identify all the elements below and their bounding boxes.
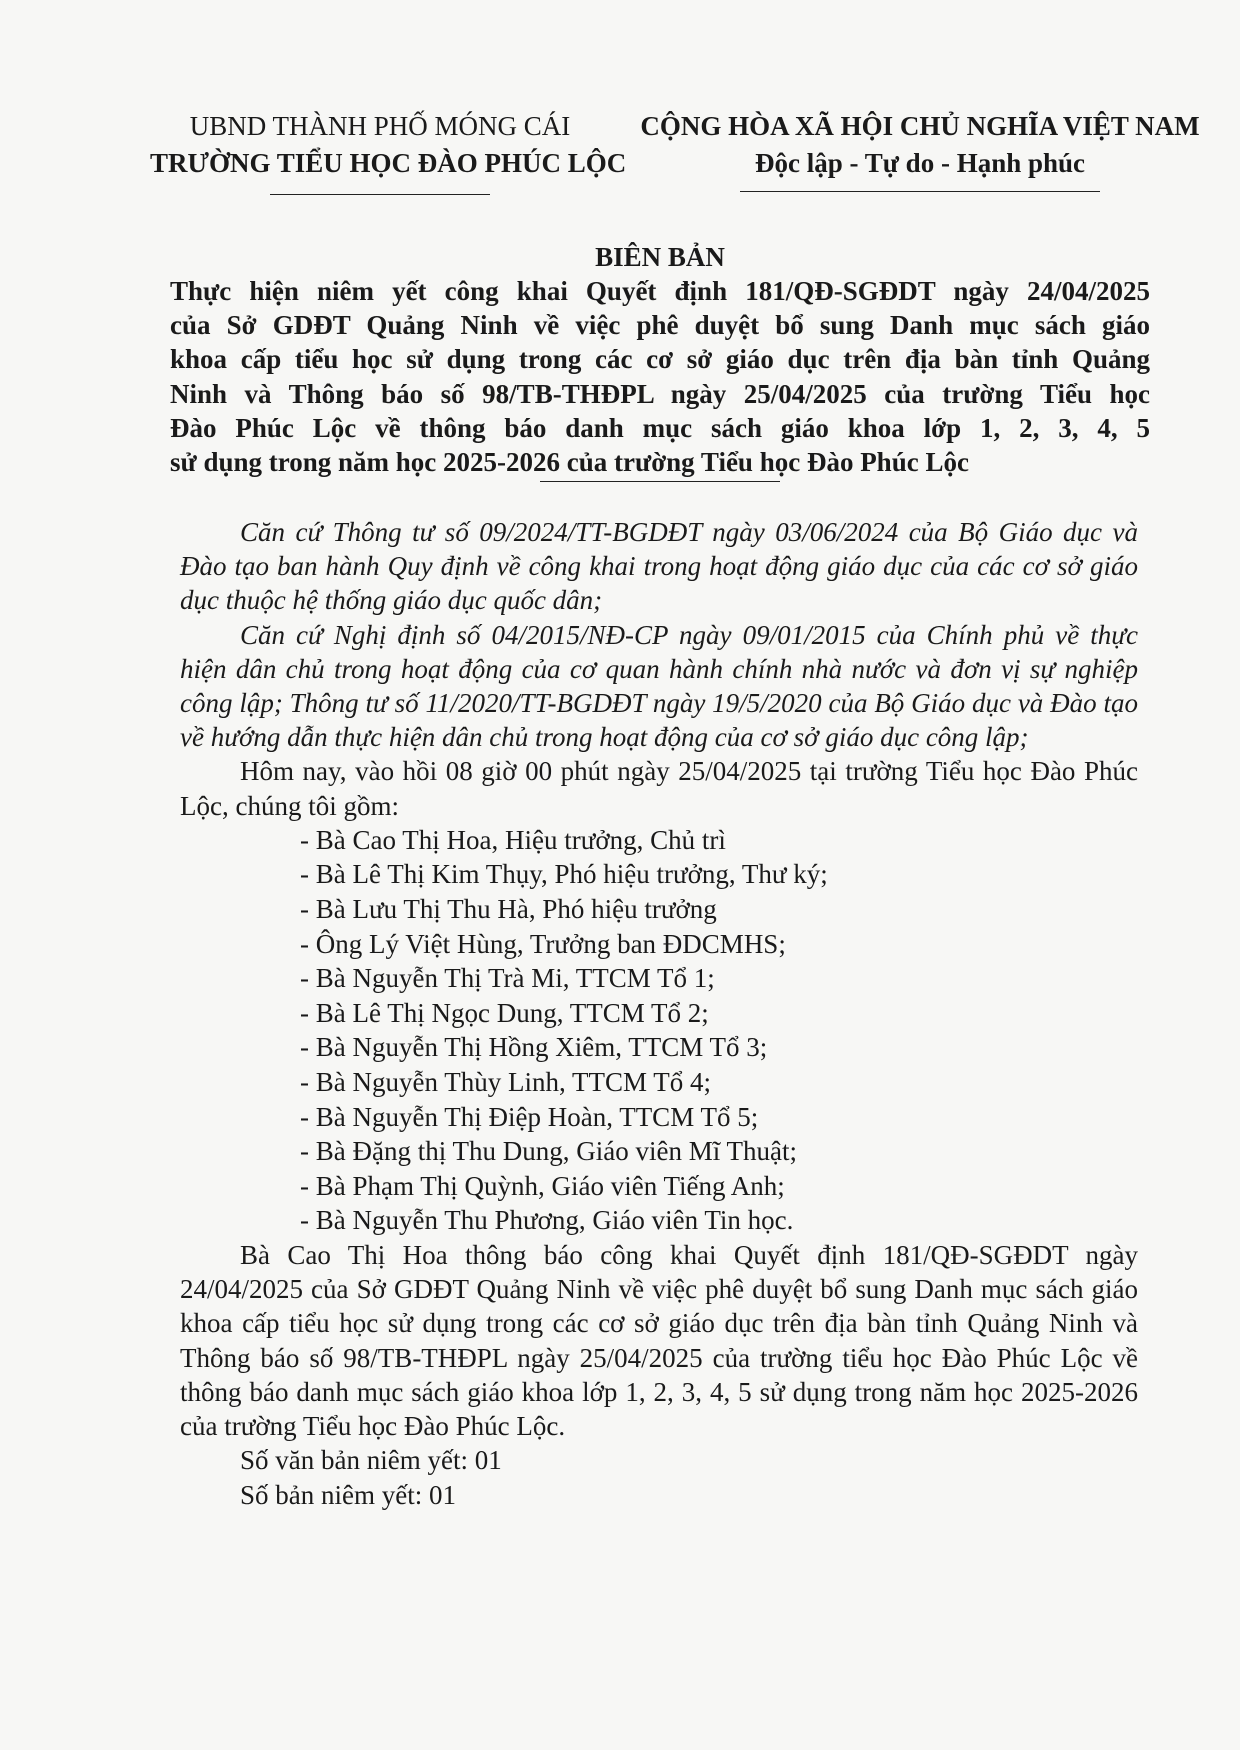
document-title-block — [170, 240, 1150, 482]
motto: Độc lập - Tự do - Hạnh phúc — [754, 148, 1086, 178]
attendee-item: - Bà Lê Thị Ngọc Dung, TTCM Tổ 2; — [300, 997, 709, 1028]
national-motto-block — [630, 108, 1210, 192]
parent-agency: UBND THÀNH PHỐ MÓNG CÁI — [189, 111, 571, 141]
issuing-agency-block — [150, 108, 627, 195]
legal-basis-paragraph: Căn cứ Thông tư số 09/2024/TT-BGDĐT ngày 03/06/2024 của Bộ Giáo dục và Đào tạo ban hành Quy định về công khai trong hoạt động giáo dục của các cơ sở giáo dục thuộc hệ thống giáo dục quốc dân; — [180, 517, 1138, 616]
legal-basis-paragraph: Căn cứ Nghị định số 04/2015/NĐ-CP ngày 09/01/2015 của Chính phủ về thực hiện dân chủ trong hoạt động của cơ quan hành chính nhà nước và đơn vị sự nghiệp công lập; Thông tư số 11/2020/TT-BGDĐT ngày 19/5/2020 của Bộ Giáo dục và Đào tạo về hướng dẫn thực hiện dân chủ trong hoạt động của cơ sở giáo dục công lập; — [180, 619, 1138, 753]
attendee-item: - Bà Đặng thị Thu Dung, Giáo viên Mĩ Thuật; — [300, 1136, 797, 1167]
attendee-item: - Bà Nguyễn Thị Trà Mi, TTCM Tổ 1; — [300, 963, 715, 994]
motto-underline — [740, 191, 1100, 192]
attendee-item: - Ông Lý Việt Hùng, Trưởng ban ĐDCMHS; — [300, 928, 786, 959]
attendee-list — [180, 823, 1138, 1238]
document-count: Số văn bản niêm yết: 01 — [240, 1445, 502, 1476]
attendee-item: - Bà Lê Thị Kim Thụy, Phó hiệu trưởng, Thư ký; — [300, 859, 828, 890]
attendee-item: - Bà Nguyễn Thị Điệp Hoàn, TTCM Tổ 5; — [300, 1101, 759, 1132]
title-underline — [540, 481, 780, 482]
subtitle-line: sử dụng trong năm học 2025-2026 của trường Tiểu học Đào Phúc Lộc — [170, 447, 969, 478]
attendee-item: - Bà Nguyễn Thu Phương, Giáo viên Tin học. — [300, 1205, 794, 1236]
announcement-paragraph: Bà Cao Thị Hoa thông báo công khai Quyết định 181/QĐ-SGĐDT ngày 24/04/2025 của Sở GDĐT Quảng Ninh về việc phê duyệt bổ sung Danh mục sách giáo khoa cấp tiểu học sử dụng trong các cơ sở giáo dục trên địa bàn tỉnh Quảng Ninh và Thông báo số 98/TB-THĐPL ngày 25/04/2025 của trường tiểu học Đào Phúc Lộc về thông báo danh mục sách giáo khoa lớp 1, 2, 3, 4, 5 sử dụng trong năm học 2025-2026 của trường Tiểu học Đào Phúc Lộc. — [180, 1239, 1138, 1441]
attendee-item: - Bà Lưu Thị Thu Hà, Phó hiệu trưởng — [300, 894, 717, 925]
subtitle-line: khoa cấp tiểu học sử dụng trong các cơ sở giáo dục trên địa bàn tỉnh Quảng — [170, 344, 1150, 375]
attendee-item: - Bà Nguyễn Thị Hồng Xiêm, TTCM Tổ 3; — [300, 1032, 768, 1063]
document-title: BIÊN BẢN — [595, 242, 725, 272]
subtitle-line: Đào Phúc Lộc về thông báo danh mục sách giáo khoa lớp 1, 2, 3, 4, 5 — [170, 412, 1150, 443]
country-name: CỘNG HÒA XÃ HỘI CHỦ NGHĨA VIỆT NAM — [640, 111, 1200, 141]
subtitle-line: Ninh và Thông báo số 98/TB-THĐPL ngày 25/04/2025 của trường Tiểu học — [170, 378, 1150, 409]
meeting-intro: Hôm nay, vào hồi 08 giờ 00 phút ngày 25/04/2025 tại trường Tiểu học Đào Phúc Lộc, chúng tôi gồm: — [180, 756, 1138, 821]
subtitle-line: Thực hiện niêm yết công khai Quyết định 181/QĐ-SGĐDT ngày 24/04/2025 — [170, 276, 1150, 306]
attendee-item: - Bà Nguyễn Thùy Linh, TTCM Tổ 4; — [300, 1066, 711, 1097]
agency-underline — [270, 194, 490, 195]
copy-count: Số bản niêm yết: 01 — [240, 1479, 456, 1510]
school-name: TRƯỜNG TIỂU HỌC ĐÀO PHÚC LỘC — [150, 148, 627, 178]
document-body — [180, 515, 1138, 1512]
attendee-item: - Bà Phạm Thị Quỳnh, Giáo viên Tiếng Anh; — [300, 1170, 785, 1201]
attendee-item: - Bà Cao Thị Hoa, Hiệu trưởng, Chủ trì — [300, 824, 726, 855]
subtitle-line: của Sở GDĐT Quảng Ninh về việc phê duyệt bổ sung Danh mục sách giáo — [170, 310, 1150, 341]
